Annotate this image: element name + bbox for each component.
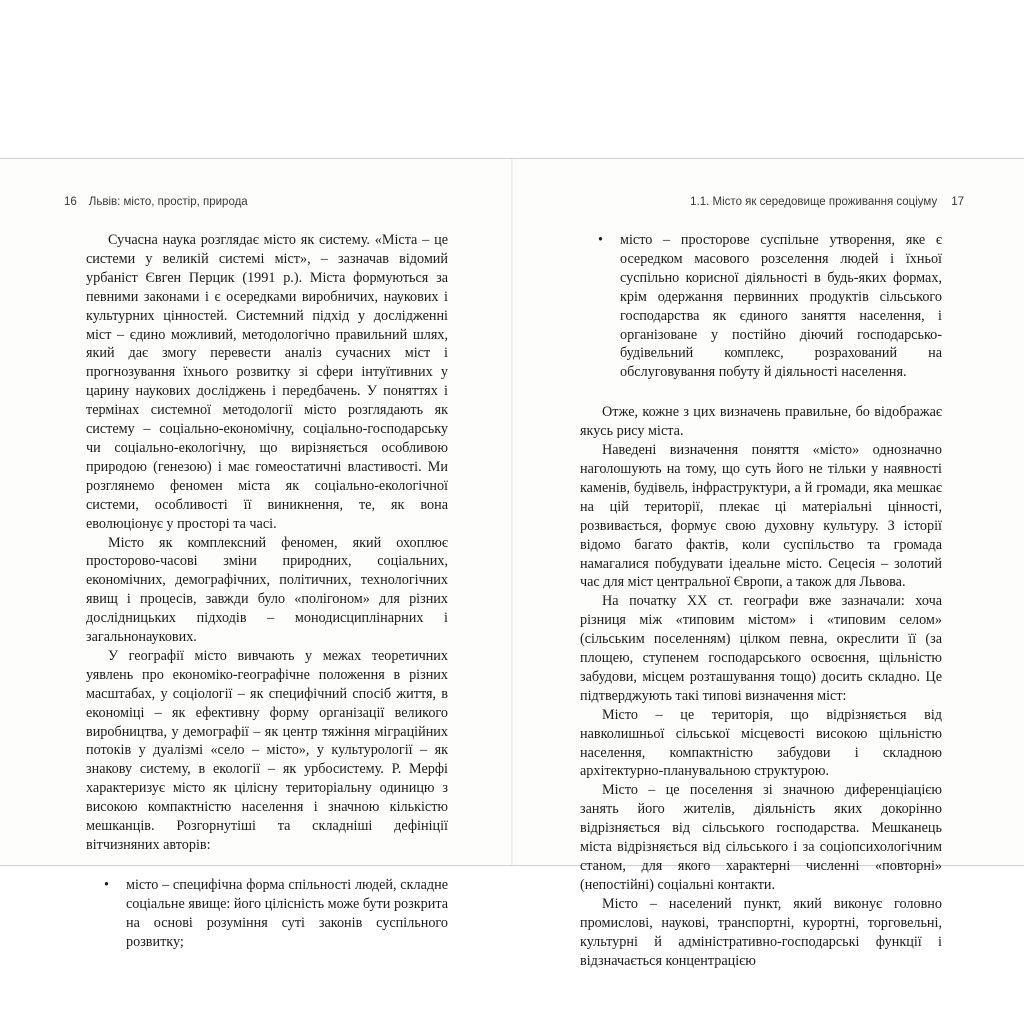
list-item-text: місто – специфічна форма спільності людей, складне соціальне явище: його цілісність може бути розкрита на основі розуміння суті законів суспільного розвитку; xyxy=(126,876,448,950)
bullet-icon: • xyxy=(598,232,603,248)
right-paragraph: Отже, кожне з цих визначень правильне, бо відображає якусь рису міста. xyxy=(580,404,942,440)
book-spread xyxy=(0,158,1024,969)
left-page-body xyxy=(86,231,448,952)
left-paragraph: Місто як комплексний феномен, який охоплює просторово-часові зміни природних, соціальних, економічних, демографічних, політичних, технологічних явищ і процесів, завжди було «полігоном» для різних дослідницьких підходів – монодисциплінарних і загальнонаукових. xyxy=(86,534,448,646)
left-paragraph: У географії місто вивчають у межах теоретичних уявлень про економіко-географічне положення в різних масштабах, у соціології – як специфічний спосіб життя, в економіці – як ефективну форму організації великого виробництва, у демографії – як центр тяжіння міграційних потоків у дуалізмі «село – місто», у культурології – як знакову систему, в екології – як урбосистему. Р. Мерфі характеризує місто як цілісну територіальну одиницю з високою компактністю населення і значною кількістю мешканців. Розгорнутіші та складніші дефініції вітчизняних авторів: xyxy=(86,647,448,853)
book-gutter xyxy=(511,159,513,865)
right-running-head-title: 1.1. Місто як середовище проживання соціуму xyxy=(690,196,938,208)
right-running-head xyxy=(690,196,964,208)
left-page-number: 16 xyxy=(64,196,77,208)
list-item xyxy=(86,876,448,952)
bullet-icon: • xyxy=(104,876,109,893)
right-paragraph: Наведені визначення поняття «місто» однозначно наголошують на тому, що суть його не тільки у наявності каменів, будівель, інфраструктури, а й громади, яка мешкає на цій території, плекає ці матеріальні цінності, розвивається, формує свою духовну культуру. З історії відомо багато фактів, коли суспільство та громада намагалися побудувати ідеальне місто. Сецесія – золотий час для міст центральної Європи, а також для Львова. xyxy=(580,442,942,591)
left-definition-list xyxy=(86,876,448,952)
right-paragraph: На початку ХХ ст. географи вже зазначали: хоча різниця між «типовим містом» і «типовим селом» (сільським поселенням) цілком певна, окреслити її (за площею, ступенем господарського освоєння, щільністю забудови, місцем розташування тощо) досить складно. Це підтверджують такі типові визначення міст: xyxy=(580,593,942,704)
right-paragraph: Місто – це поселення зі значною диференціацією занять його жителів, діяльність яких докорінно відрізняється від сільського господарства. Мешканець міста відрізняється від сільського і за соціопсихологічним станом, для якого характерні численні «повторні» (непостійні) соціальні контакти. xyxy=(580,782,942,893)
left-paragraph: Сучасна наука розглядає місто як систему. «Міста – це системи у великій системі міст», – зазначав відомий урбаніст Євген Перцик (1991 р.). Міста формуються за певними законами і є осередками виробничих, наукових і культурних цінностей. Системний підхід у дослідженні міст – єдино можливий, методологічно правильний шлях, який дає змогу перевести аналіз сучасних міст і прогнозування їхнього розвитку зі сфери інтуїтивних у царину наукових досліджень і передбачень. У поняттях і термінах системної методології місто розглядають як систему – соціально-економічну, соціально-господарську чи соціально-екологічну, що вирізняється особливою природою (генезою) і має гомеостатичні властивості. Ми розглянемо феномен міста як соціально-екологічної системи, особливості її виникнення, те, як вона еволюціонує у просторі та часі. xyxy=(86,232,448,532)
list-item-text: місто – просторове суспільне утворення, яке є осередком масового розселення людей і їхньої суспільно корисної діяльності в будь-яких формах, крім одержання первинних продуктів сільського господарства як єдиного заняття населення, і організоване у постійно діючий господарсько-будівельний комплекс, розрахований на обслуговування побуту й діяльності населення. xyxy=(620,232,942,381)
list-item xyxy=(580,231,942,382)
right-page-number: 17 xyxy=(951,196,964,208)
right-page-body xyxy=(580,231,942,970)
right-definition-list xyxy=(580,231,942,382)
left-running-head xyxy=(64,196,248,208)
right-paragraph: Місто – населений пункт, який виконує головно промислові, наукові, транспортні, курортні, торговельні, культурні й адміністративно-господарські функції і відзначається концентрацією xyxy=(580,895,942,969)
left-running-head-title: Львів: місто, простір, природа xyxy=(88,196,248,208)
right-paragraph: Місто – це територія, що відрізняється від навколишньої сільської місцевості високою щільністю населення, компактністю забудови і складною архітектурно-планувальною структурою. xyxy=(580,706,942,780)
